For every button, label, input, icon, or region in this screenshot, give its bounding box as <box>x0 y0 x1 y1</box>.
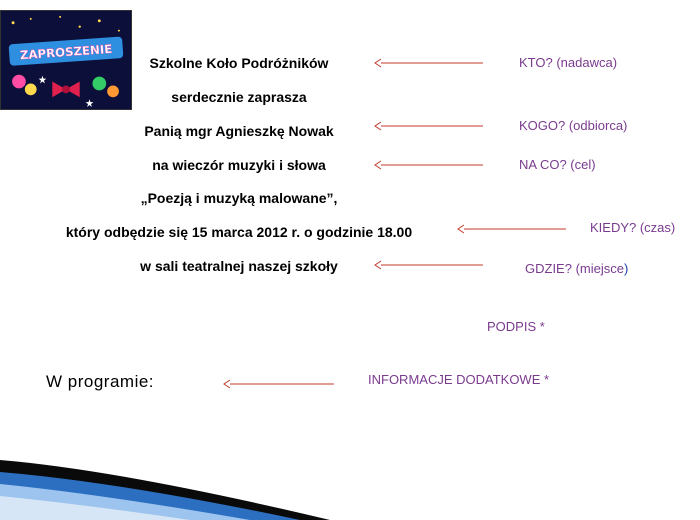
arrow-gdzie <box>373 260 483 270</box>
purpose-line: na wieczór muzyki i słowa <box>152 157 326 173</box>
decorative-swoosh <box>0 450 330 520</box>
invitation-image <box>0 10 132 110</box>
recipient-line: Panią mgr Agnieszkę Nowak <box>144 123 334 139</box>
label-gdzie-text: GDZIE? (miejsce <box>525 261 624 276</box>
invites-line: serdecznie zaprasza <box>171 89 307 105</box>
arrow-na-co <box>373 160 483 170</box>
program-heading: W programie: <box>46 372 155 391</box>
arrow-informacje <box>222 379 334 389</box>
label-kogo: KOGO? (odbiorca) <box>519 118 628 133</box>
label-gdzie-tail: ) <box>623 261 629 276</box>
label-informacje: INFORMACJE DODATKOWE * <box>368 372 550 387</box>
arrow-kiedy <box>456 224 566 234</box>
arrow-kto <box>373 58 483 68</box>
label-gdzie <box>525 261 628 276</box>
date-line: który odbędzie się 15 marca 2012 r. o godzinie 18.00 <box>65 224 413 240</box>
label-podpis: PODPIS * <box>487 319 545 334</box>
label-kiedy: KIEDY? (czas) <box>590 220 676 235</box>
sender-line: Szkolne Koło Podróżników <box>149 55 329 71</box>
label-kto: KTO? (nadawca) <box>519 55 618 70</box>
label-na-co: NA CO? (cel) <box>519 157 596 172</box>
banner-text: ZAPROSZENIE <box>19 41 113 63</box>
arrow-kogo <box>373 121 483 131</box>
invitation-graphic <box>1 11 131 109</box>
title-line: „Poezją i muzyką malowane”, <box>140 190 338 206</box>
place-line: w sali teatralnej naszej szkoły <box>140 258 338 274</box>
